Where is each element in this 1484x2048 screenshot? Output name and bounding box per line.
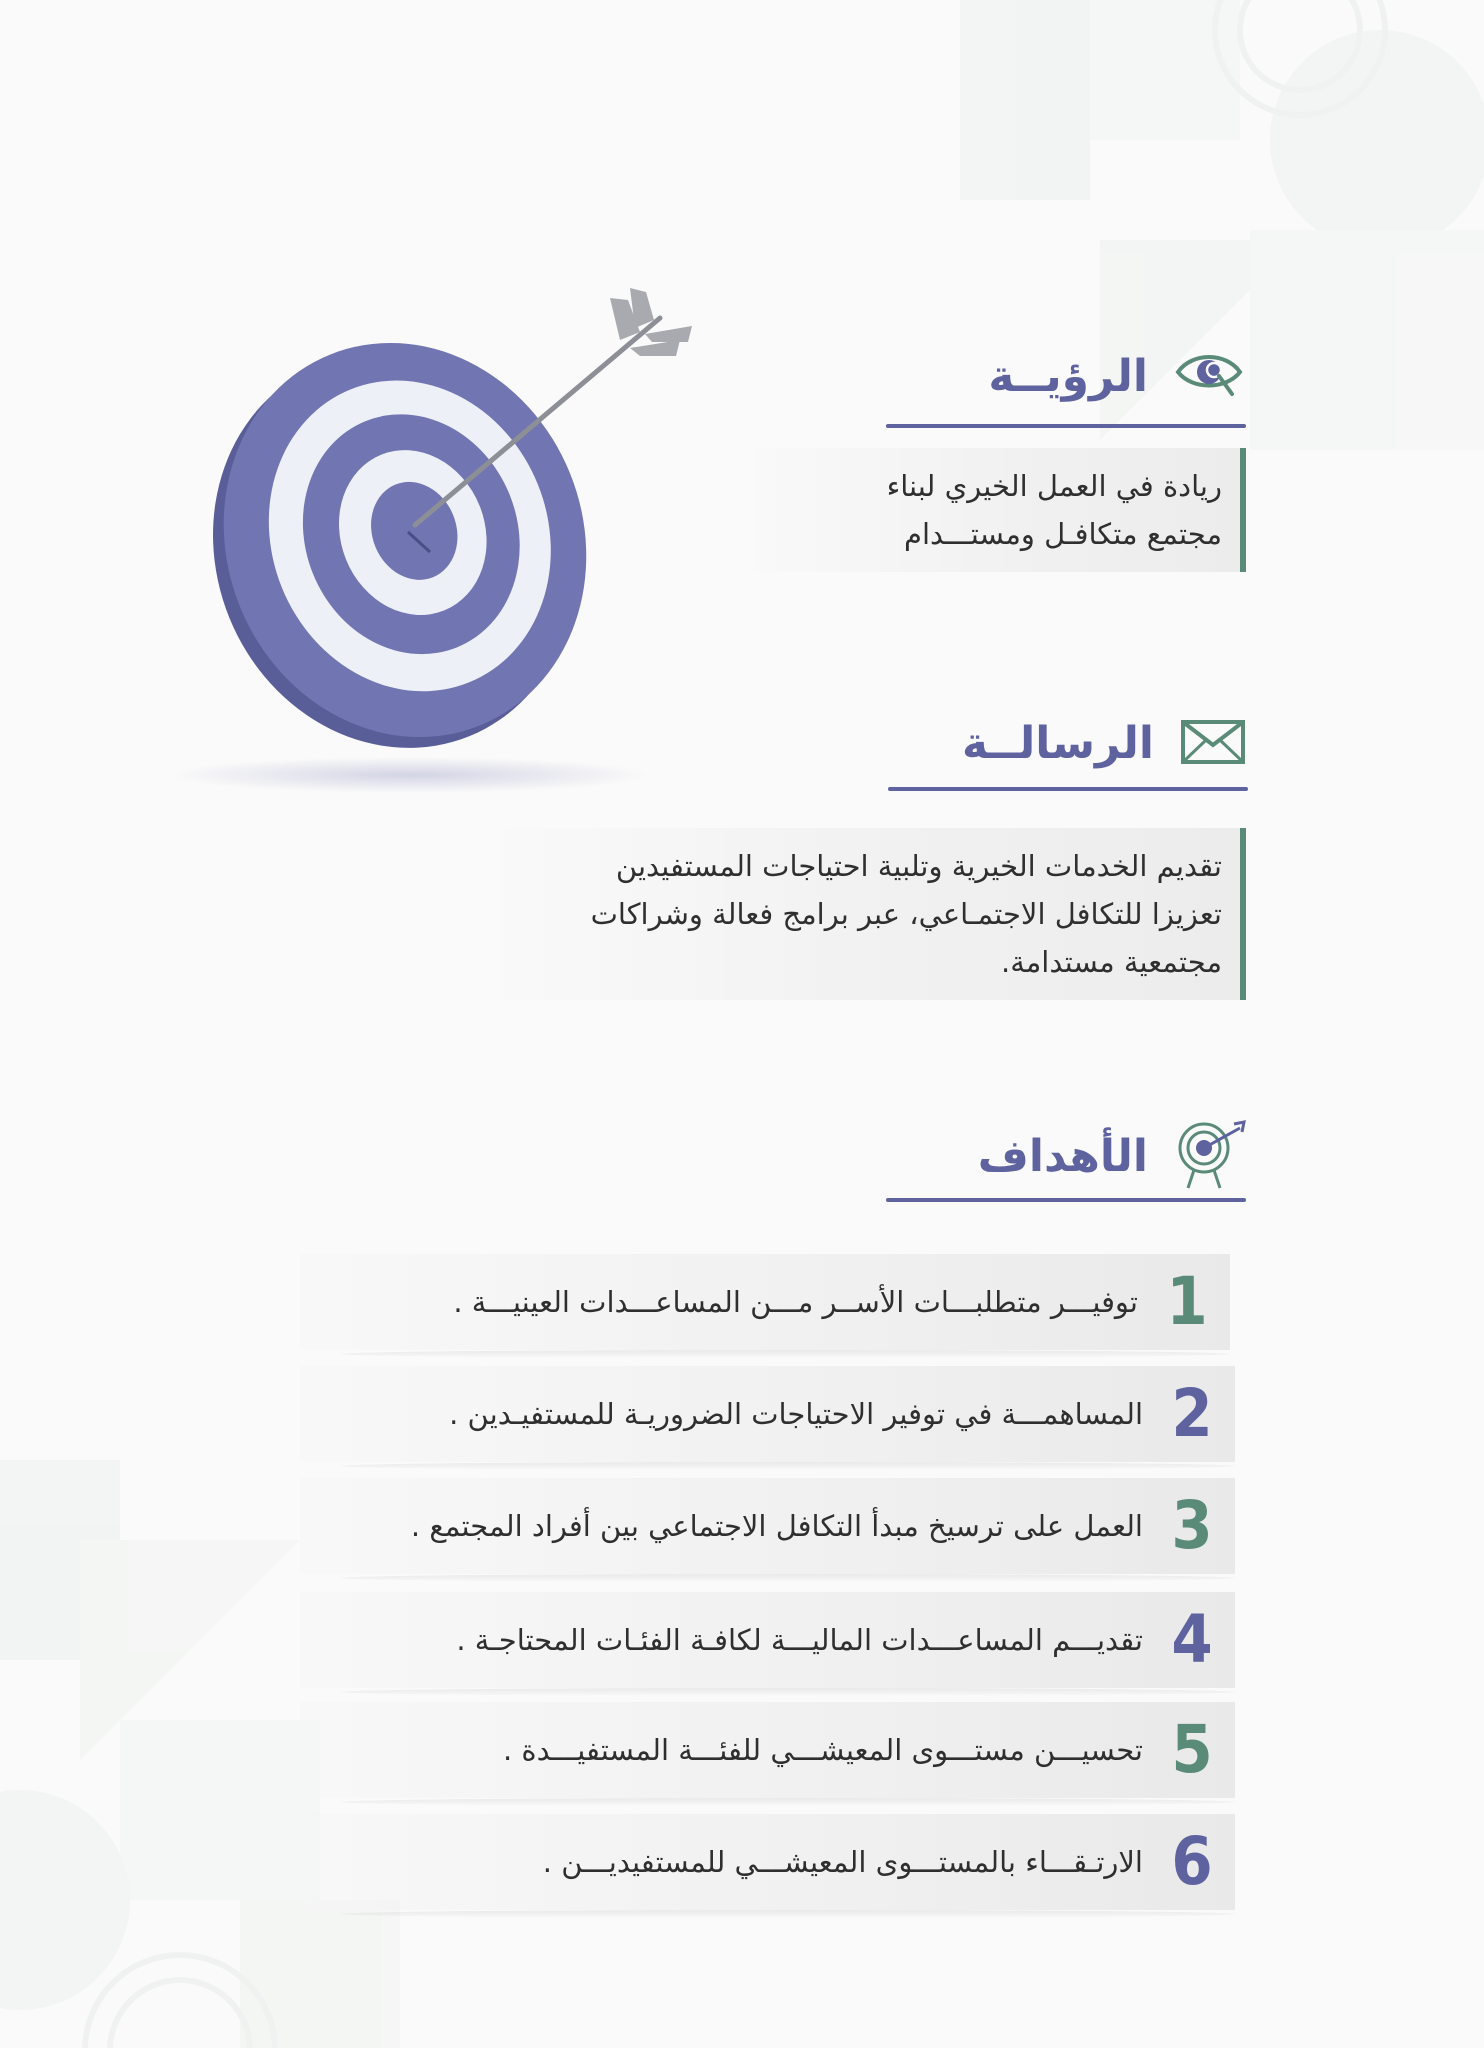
vision-heading	[988, 346, 1246, 406]
envelope-icon	[1180, 719, 1246, 769]
goal-number: 2	[1171, 1375, 1213, 1452]
goals-heading	[978, 1118, 1248, 1194]
goal-text: تحسيـــن مستـــوى المعيشـــي للفئـــة المستفيـــدة .	[502, 1733, 1143, 1767]
target-illustration	[140, 270, 720, 800]
goal-item	[300, 1366, 1235, 1462]
mission-title: الرسالــة	[961, 718, 1154, 769]
goal-item	[300, 1702, 1235, 1798]
goal-text: توفيـــر متطلبـــات الأســر مـــن المساعـــدات العينيـــة .	[453, 1285, 1138, 1319]
mission-line: تعزيزا للتكافل الاجتمـاعي، عبر برامج فعالة وشراكات	[590, 897, 1222, 931]
goal-text: المساهمـــة في توفير الاحتياجات الضروريـة للمستفيـدين .	[449, 1397, 1143, 1431]
goals-title: الأهداف	[977, 1130, 1148, 1182]
vision-underline	[886, 424, 1246, 428]
goal-item	[300, 1592, 1235, 1688]
eye-search-icon	[1174, 346, 1246, 406]
goals-underline	[886, 1198, 1246, 1202]
mission-line: تقديم الخدمات الخيرية وتلبية احتياجات المستفيدين	[615, 849, 1222, 883]
mission-heading	[962, 718, 1246, 769]
goal-item	[300, 1478, 1235, 1574]
vision-title: الرؤيــة	[988, 350, 1148, 402]
goal-number: 5	[1171, 1711, 1213, 1788]
mission-line: مجتمعية مستدامة.	[1000, 945, 1222, 979]
mission-underline	[888, 787, 1248, 791]
goal-number: 3	[1171, 1487, 1213, 1564]
vision-line: مجتمع متكافـل ومستـــدام	[904, 517, 1222, 551]
goal-item	[300, 1254, 1230, 1350]
goal-item	[300, 1814, 1235, 1910]
goal-number: 4	[1171, 1601, 1213, 1678]
goal-number: 6	[1171, 1823, 1213, 1900]
goal-text: الارتـقـــاء بالمستـــوى المعيشـــي للمستفيديـــن .	[542, 1845, 1143, 1879]
mission-textbox	[476, 828, 1246, 1000]
target-arrow-icon	[1174, 1118, 1248, 1194]
goal-text: العمل على ترسيخ مبدأ التكافل الاجتماعي بين أفراد المجتمع .	[410, 1509, 1143, 1543]
goal-text: تقديـــم المساعـــدات الماليـــة لكافـة الفئـات المحتاجـة .	[456, 1623, 1143, 1657]
vision-line: ريادة في العمل الخيري لبناء	[886, 469, 1222, 503]
goal-number: 1	[1166, 1263, 1208, 1340]
vision-textbox	[736, 448, 1246, 572]
